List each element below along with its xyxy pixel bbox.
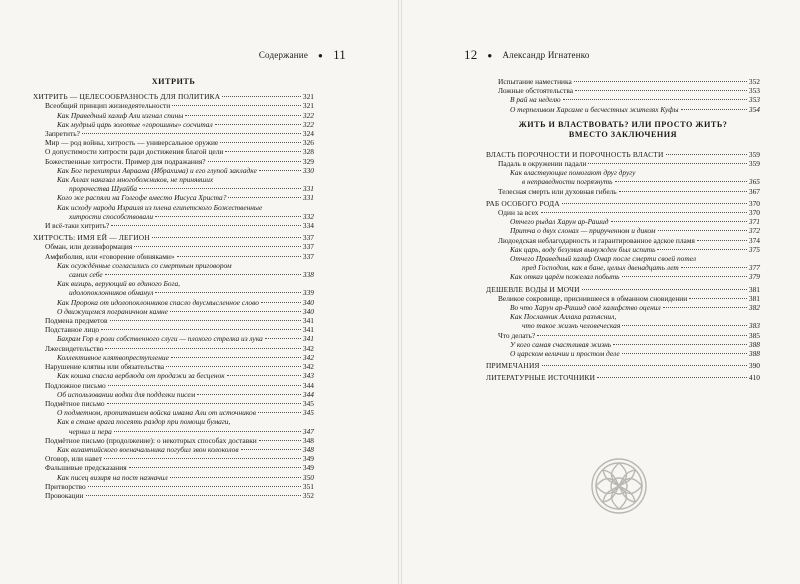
toc-entry-title: пред Господом, как в бане, целых двенадцать лет (522, 263, 679, 273)
page-number: 11 (333, 47, 346, 62)
toc-entry[interactable] (486, 331, 760, 340)
toc-entry-title: Как царь, воду безумия вынужден был испить (510, 244, 656, 254)
toc-page-number: 322 (302, 110, 314, 120)
toc-entry-title: Всеобщий принцип жизнедеятельности (45, 101, 171, 111)
dot-leader (615, 181, 747, 182)
toc-entry-title: Запретить? (45, 129, 80, 139)
toc-entry-title: хитрости способствовали (69, 211, 154, 221)
toc-entry-title: Божественные хитрости. Пример для подражания? (45, 156, 206, 166)
toc-page-number: 348 (302, 435, 314, 445)
toc-entry[interactable] (33, 129, 314, 138)
right-page (402, 0, 800, 584)
part-title (486, 120, 760, 140)
toc-entry[interactable] (486, 272, 760, 281)
toc-entry[interactable] (33, 454, 314, 463)
toc-entry[interactable] (486, 236, 760, 245)
toc-entry[interactable] (33, 436, 314, 445)
toc-page-number: 375 (748, 244, 760, 254)
toc-entry-title: ХИТРИТЬ — ЦЕЛЕСООБРАЗНОСТЬ ДЛЯ ПОЛИТИКА (33, 92, 221, 102)
toc-entry-title: Людоедская неблагодарность и гарантированное адское пламя (498, 235, 695, 245)
toc-entry-title: Подмётное письмо (продолжение): о некоторых способах доставки (45, 435, 257, 445)
celtic-knot-ornament-icon (589, 456, 649, 516)
toc-entry[interactable] (33, 353, 314, 362)
right-running-header (464, 47, 590, 63)
toc-entry-title: Коллективное клятвопреступление (57, 352, 169, 362)
dot-leader (261, 302, 301, 303)
toc-entry-title: Как Праведный халиф Али изгнал спины (57, 110, 184, 120)
toc-entry[interactable] (33, 371, 314, 380)
toc-page-number: 377 (748, 263, 760, 273)
toc-entry-title: пророчества Шуайба (69, 184, 138, 194)
toc-page-number: 344 (302, 389, 314, 399)
toc-entry[interactable] (33, 184, 314, 193)
toc-entry[interactable] (33, 120, 314, 129)
toc-entry[interactable] (33, 362, 314, 371)
toc-page-number: 321 (302, 92, 314, 102)
toc-entry[interactable] (33, 381, 314, 390)
dot-leader (657, 249, 746, 250)
toc-page-number: 379 (748, 272, 760, 282)
part-title-line: ВМЕСТО ЗАКЛЮЧЕНИЯ (568, 129, 678, 139)
toc-page-number: 359 (748, 159, 760, 169)
toc-entry[interactable] (33, 252, 314, 261)
toc-continuation (486, 77, 760, 114)
toc-chapter[interactable] (486, 285, 760, 294)
dot-leader (697, 240, 747, 241)
dot-leader (689, 298, 747, 299)
toc-page-number: 385 (748, 330, 760, 340)
toc-entry-title: О допустимости хитрости ради достижения благой цели (45, 147, 224, 157)
toc-entry-title: Испытание наместника (498, 77, 572, 86)
dot-leader (681, 109, 747, 110)
toc-page-number: 410 (748, 373, 760, 383)
dot-leader (611, 221, 747, 222)
toc-entry[interactable] (486, 294, 760, 303)
dot-leader (222, 96, 301, 97)
toc-entry-line: Отчего Праведный халиф Омар после смерти своей потел (510, 254, 696, 264)
dot-leader (575, 90, 747, 91)
toc-entry-title: Как Бог перехитрил Авраама (Ибрахима) и его глупой закладке (57, 165, 257, 175)
dot-leader (658, 230, 747, 231)
toc-entry-title: И всё-таки хитрить? (45, 221, 110, 231)
toc-entry-title: ХИТРОСТЬ: ИМЯ ЕЙ — ЛЕГИОН (33, 233, 150, 243)
toc-entry-title: Подложное письмо (45, 380, 106, 390)
dot-leader (101, 329, 301, 330)
toc-entry-title: О терпеливом Харсаме и бесчестных жителях Куфы (510, 104, 679, 114)
dot-leader (241, 449, 301, 450)
dot-leader (129, 467, 301, 468)
toc-page-number: 330 (302, 165, 314, 175)
toc-entry-title: Как византийского военачальника погубил звон колоколов (57, 444, 239, 454)
toc-entry[interactable] (33, 316, 314, 325)
toc-entry[interactable] (486, 303, 760, 312)
toc-page-number: 337 (302, 233, 314, 243)
dot-leader (111, 225, 301, 226)
toc-page-number: 347 (302, 426, 314, 436)
toc-entry[interactable] (33, 101, 314, 110)
dot-leader (155, 292, 301, 293)
toc-entry-title: В рай на неделю (510, 95, 561, 105)
toc-page-number: 372 (748, 226, 760, 236)
toc-page-number: 353 (748, 95, 760, 105)
toc-page-number: 341 (302, 325, 314, 335)
toc-page-number: 354 (748, 104, 760, 114)
dot-leader (663, 307, 747, 308)
toc-page-number: 344 (302, 380, 314, 390)
toc-entry[interactable] (33, 399, 314, 408)
toc-entry[interactable] (33, 307, 314, 316)
toc-entry-line: Как Посланник Аллаха разъяснил, (510, 312, 617, 322)
dot-leader (134, 246, 301, 247)
toc-entry[interactable] (33, 212, 314, 221)
toc-chapter[interactable] (486, 361, 760, 370)
toc-entry-title: что такое жизнь человеческая (522, 321, 621, 331)
toc-entry[interactable] (486, 177, 760, 186)
dot-leader (537, 335, 747, 336)
toc-page-number: 374 (748, 235, 760, 245)
toc-page-number: 345 (302, 408, 314, 418)
dot-leader (265, 338, 301, 339)
part-title: ХИТРИТЬ (151, 77, 196, 86)
toc-entry-title: Во что Харун ар-Рашид своё халифство оценил (510, 303, 661, 313)
toc-entry[interactable] (33, 473, 314, 482)
toc-main (486, 150, 760, 383)
toc-entry[interactable] (486, 208, 760, 217)
toc-entry-line: Как исходу народа Израиля из плена египетского Божественные (57, 202, 263, 212)
toc-entry[interactable] (33, 491, 314, 500)
toc-page-number: 365 (748, 177, 760, 187)
toc-page-number: 351 (302, 481, 314, 491)
toc-entry-title: У кого самая счастливая жизнь (510, 339, 612, 349)
toc-entry-title: О движущемся пограничном камне (57, 306, 168, 316)
toc-page-number: 370 (748, 198, 760, 208)
toc-entry-title: Лжесвидетельство (45, 343, 104, 353)
toc-chapter[interactable] (33, 92, 314, 101)
toc-page-number: 337 (302, 242, 314, 252)
left-running-header (259, 47, 346, 63)
toc-entry-title: О царском величии и простом деле (510, 349, 620, 359)
toc-entry-title: Как Пророка от идолопоклонников спасло двусмысленное слово (57, 297, 259, 307)
dot-leader (227, 375, 301, 376)
toc-entry[interactable] (486, 226, 760, 235)
toc-page-number: 390 (748, 361, 760, 371)
dot-leader (220, 142, 301, 143)
dot-leader (86, 495, 301, 496)
toc-entry[interactable] (33, 482, 314, 491)
toc-entry-title: Ложные обстоятельства (498, 86, 574, 96)
dot-leader (622, 276, 747, 277)
toc-entry[interactable] (486, 349, 760, 358)
dot-leader (197, 394, 301, 395)
toc-page-number: 341 (302, 334, 314, 344)
dot-leader (166, 366, 301, 367)
toc-entry[interactable] (33, 390, 314, 399)
toc-entry-line: Как осуждённые согласились со смертным приговором (57, 260, 232, 270)
toc-entry-line: Как в стане врага посеять раздор при помощи бумаги, (57, 417, 231, 427)
toc-page-number: 331 (302, 193, 314, 203)
dot-leader (666, 154, 747, 155)
toc-entry[interactable] (33, 147, 314, 156)
toc-chapter[interactable] (486, 150, 760, 159)
toc-entry[interactable] (33, 445, 314, 454)
toc-entry-title: О подметном, пропитавшем войска имама Али от источников (57, 408, 256, 418)
toc-entry-title: Обман, или дезинформация (45, 242, 133, 252)
toc-entry[interactable] (486, 321, 760, 330)
dot-leader (588, 163, 746, 164)
toc-page-number: 332 (302, 211, 314, 221)
toc-entry[interactable] (33, 334, 314, 343)
toc-entry[interactable] (33, 288, 314, 297)
dot-leader (108, 385, 301, 386)
toc-page-number: 352 (748, 77, 760, 86)
toc-entry-title: Телесная смерть или духовная гибель (498, 186, 617, 196)
toc-page-number: 381 (748, 293, 760, 303)
toc-entry-title: Подставное лицо (45, 325, 100, 335)
toc-entry-title: идолопоклонников обманул (69, 288, 154, 298)
toc-entry-title: Фальшивые предсказания (45, 463, 127, 473)
toc-entry-title: Притча о двух слонах — прирученном и диком (510, 226, 656, 236)
toc-entry[interactable] (486, 95, 760, 104)
toc-entry[interactable] (486, 86, 760, 95)
toc-entry[interactable] (33, 193, 314, 202)
toc-entry-title: Великое сокровище, приснившееся в обманном сновидении (498, 293, 688, 303)
toc-entry[interactable] (486, 263, 760, 272)
toc-page-number: 381 (748, 284, 760, 294)
toc-entry-title: Как писец визиря на пост назначил (57, 472, 168, 482)
toc-entry-title: чернил и пера (69, 426, 112, 436)
toc-chapter[interactable] (486, 373, 760, 382)
toc-page-number: 339 (302, 288, 314, 298)
toc-entry[interactable] (486, 217, 760, 226)
dot-leader (185, 115, 301, 116)
dot-leader (88, 486, 301, 487)
bullet-icon: ● (318, 50, 324, 60)
dot-leader (82, 133, 301, 134)
author-name: Александр Игнатенко (502, 50, 590, 60)
dot-leader (582, 289, 747, 290)
toc-entry[interactable] (486, 159, 760, 168)
dot-leader (622, 325, 747, 326)
toc-entry-title: РАБ ОСОБОГО РОДА (486, 198, 560, 208)
table-of-contents-left (33, 73, 314, 500)
dot-leader (619, 191, 747, 192)
dot-leader (139, 188, 301, 189)
toc-entry-title: Бахрам Гор в роли собственного слуги — плохого стрелка из лука (57, 334, 263, 344)
toc-entry[interactable] (33, 344, 314, 353)
dot-leader (259, 440, 301, 441)
toc-entry-title: Оговор, или навет (45, 454, 103, 464)
dot-leader (171, 357, 301, 358)
toc-page-number: 341 (302, 316, 314, 326)
toc-entry-title: ВЛАСТЬ ПОРОЧНОСТИ И ПОРОЧНОСТЬ ВЛАСТИ (486, 149, 664, 159)
dot-leader (104, 458, 301, 459)
toc-page-number: 350 (302, 472, 314, 482)
toc-entry-line: Как визирь, верующий во единого Бога, (57, 279, 180, 289)
dot-leader (258, 412, 301, 413)
toc-entry-title: Мир — род войны, хитрость — универсальное оружие (45, 138, 219, 148)
toc-page-number: 321 (302, 101, 314, 111)
toc-page-number: 353 (748, 86, 760, 96)
toc-page-number: 322 (302, 119, 314, 129)
toc-entry-title: ДЕШЕВЛЕ ВОДЫ И МОЧИ (486, 284, 580, 294)
toc-entry-title: Об использовании водки для подделки писем (57, 389, 196, 399)
table-of-contents-right (486, 77, 760, 383)
toc-entry[interactable] (33, 242, 314, 251)
bullet-icon: ● (487, 50, 493, 60)
toc-entry-title: Отчего рыдал Харун ар-Рашид (510, 217, 609, 227)
toc-entry-title: Как мудрый царь золотые «горошины» сосчитал (57, 119, 213, 129)
toc-page-number: 342 (302, 343, 314, 353)
toc-entry[interactable] (33, 111, 314, 120)
toc-entry-title: Падаль в окружении падали (498, 159, 587, 169)
dot-leader (613, 344, 747, 345)
dot-leader (208, 161, 301, 162)
toc-page-number: 371 (748, 217, 760, 227)
page-number: 12 (464, 47, 478, 62)
toc-entry[interactable] (486, 245, 760, 254)
toc-entry[interactable] (33, 427, 314, 436)
toc-page-number: 340 (302, 297, 314, 307)
toc-entry-title: Что делать? (498, 330, 536, 340)
toc-entry[interactable] (33, 166, 314, 175)
toc-page-number: 328 (302, 147, 314, 157)
section-title: Содержание (258, 50, 309, 60)
toc-page-number: 349 (302, 463, 314, 473)
dot-leader (155, 216, 301, 217)
dot-leader (225, 151, 301, 152)
toc-entry[interactable] (486, 187, 760, 196)
dot-leader (622, 353, 747, 354)
dot-leader (172, 105, 301, 106)
toc-entry[interactable] (33, 298, 314, 307)
toc-page-number: 340 (302, 306, 314, 316)
toc-page-number: 334 (302, 221, 314, 231)
dot-leader (105, 274, 301, 275)
dot-leader (574, 81, 747, 82)
toc-entry-title: ПРИМЕЧАНИЯ (486, 361, 540, 371)
toc-page-number: 388 (748, 339, 760, 349)
dot-leader (563, 99, 747, 100)
toc-page-number: 382 (748, 303, 760, 313)
toc-page-number: 359 (748, 149, 760, 159)
toc-entry[interactable] (486, 340, 760, 349)
toc-entry[interactable] (33, 325, 314, 334)
toc-entry[interactable] (33, 270, 314, 279)
dot-leader (542, 365, 747, 366)
toc-entry-title: Как отказ царём пожелал побыть (510, 272, 620, 282)
toc-entry-line: Как властвующие помогают друг другу (510, 168, 636, 178)
dot-leader (541, 212, 747, 213)
toc-entry-title: Нарушение клятвы или обязательства (45, 362, 165, 372)
toc-entry-title: Как кошка спасла верблюда от продажи за бесценок (57, 371, 225, 381)
dot-leader (170, 477, 301, 478)
dot-leader (170, 311, 301, 312)
toc-entry-title: Притворство (45, 481, 86, 491)
dot-leader (110, 320, 301, 321)
part-title-line: ЖИТЬ И ВЛАСТВОВАТЬ? ИЛИ ПРОСТО ЖИТЬ? (518, 119, 728, 129)
toc-entry-title: Подмётное письмо (45, 398, 105, 408)
toc-page-number: 337 (302, 251, 314, 261)
toc-page-number: 352 (302, 490, 314, 500)
dot-leader (562, 203, 747, 204)
toc-page-number: 338 (302, 270, 314, 280)
toc-entry[interactable] (33, 157, 314, 166)
toc-page-number: 370 (748, 208, 760, 218)
toc-entry-title: Один за всех (498, 208, 539, 218)
toc-entry[interactable] (486, 77, 760, 86)
dot-leader (107, 403, 301, 404)
toc-entry-line: Как Аллах наказал многобожников, не принявших (57, 175, 214, 185)
dot-leader (681, 267, 747, 268)
toc-entry-title: Кого же распяли на Голгофе вместо Иисуса Христа? (57, 193, 227, 203)
dot-leader (228, 197, 301, 198)
toc-entry[interactable] (33, 221, 314, 230)
toc-entry[interactable] (33, 463, 314, 472)
toc-page-number: 342 (302, 352, 314, 362)
toc-page-number: 342 (302, 362, 314, 372)
toc-page-number: 326 (302, 138, 314, 148)
toc-page-number: 383 (748, 321, 760, 331)
left-page (0, 0, 398, 584)
dot-leader (105, 348, 300, 349)
toc-entry-title: Провокации (45, 490, 84, 500)
toc-page-number: 324 (302, 129, 314, 139)
toc-entry[interactable] (33, 408, 314, 417)
dot-leader (259, 170, 301, 171)
toc-chapter[interactable] (33, 233, 314, 242)
toc-page-number: 348 (302, 444, 314, 454)
toc-entry[interactable] (486, 105, 760, 114)
toc-entry[interactable] (33, 138, 314, 147)
dot-leader (177, 256, 301, 257)
dot-leader (215, 124, 301, 125)
toc-entry-title: самих себе (69, 270, 103, 280)
dot-leader (152, 237, 301, 238)
toc-entry-title: в неправедности погрязнуть (522, 177, 613, 187)
toc-page-number: 345 (302, 398, 314, 408)
toc-entry-title: ЛИТЕРАТУРНЫЕ ИСТОЧНИКИ (486, 373, 596, 383)
toc-page-number: 329 (302, 156, 314, 166)
dot-leader (114, 431, 301, 432)
toc-page-number: 331 (302, 184, 314, 194)
toc-page-number: 349 (302, 454, 314, 464)
toc-entry-title: Амфиболия, или «говорение обиняками» (45, 251, 175, 261)
dot-leader (597, 377, 747, 378)
toc-chapter[interactable] (486, 199, 760, 208)
toc-page-number: 388 (748, 349, 760, 359)
toc-page-number: 367 (748, 186, 760, 196)
toc-entry-title: Подмена предметов (45, 316, 108, 326)
toc-page-number: 343 (302, 371, 314, 381)
